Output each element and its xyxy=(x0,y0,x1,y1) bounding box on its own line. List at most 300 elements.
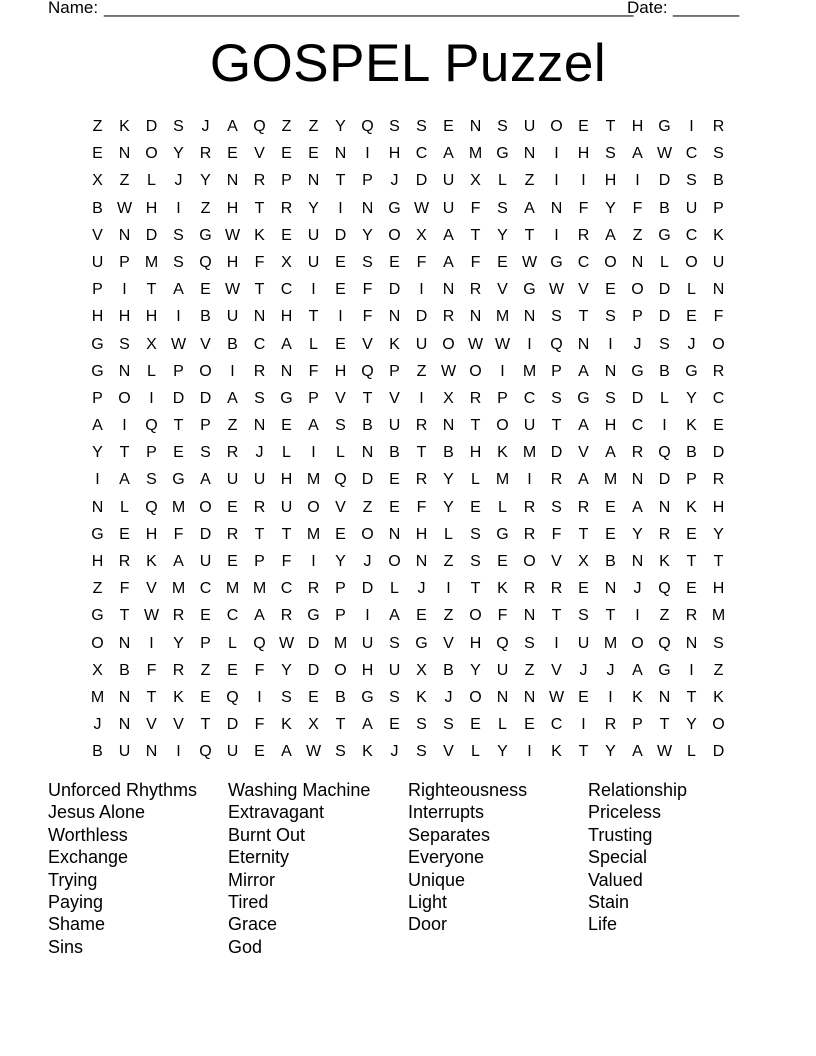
grid-letter: S xyxy=(686,172,697,190)
grid-letter: D xyxy=(226,716,239,734)
grid-letter: Y xyxy=(200,172,211,190)
grid-letter: C xyxy=(685,145,698,163)
grid-letter: K xyxy=(551,743,562,761)
grid-letter: N xyxy=(280,362,293,380)
grid-letter: Y xyxy=(470,661,481,679)
grid-letter: R xyxy=(550,471,563,489)
grid-letter: R xyxy=(712,471,725,489)
grid-letter: V xyxy=(146,716,157,734)
grid-letter: F xyxy=(497,607,508,625)
grid-letter: Y xyxy=(173,145,184,163)
grid-letter: X xyxy=(470,172,481,190)
grid-letter: Y xyxy=(605,199,616,217)
grid-letter: L xyxy=(660,389,669,407)
grid-letter: T xyxy=(173,417,184,435)
grid-letter: S xyxy=(200,444,211,462)
grid-letter: K xyxy=(389,335,400,353)
grid-letter: W xyxy=(440,362,457,380)
grid-letter: B xyxy=(119,661,130,679)
grid-letter: O xyxy=(496,417,509,435)
grid-letter: S xyxy=(173,226,184,244)
grid-letter: A xyxy=(524,199,535,217)
grid-letter: R xyxy=(469,281,482,299)
word-column xyxy=(408,779,588,936)
grid-letter: I xyxy=(338,199,343,217)
grid-letter: D xyxy=(334,226,347,244)
grid-letter: V xyxy=(578,281,589,299)
word-list-item: Righteousness xyxy=(408,780,528,800)
grid-letter: Y xyxy=(92,444,103,462)
grid-letter: N xyxy=(442,417,455,435)
grid-letter: L xyxy=(282,444,291,462)
grid-letter: B xyxy=(443,661,454,679)
grid-row xyxy=(84,548,732,575)
grid-letter: A xyxy=(254,607,265,625)
grid-letter: V xyxy=(443,743,454,761)
grid-letter: S xyxy=(173,118,184,135)
grid-letter: E xyxy=(605,281,616,299)
grid-letter: E xyxy=(335,281,346,299)
grid-letter: T xyxy=(119,444,130,462)
grid-row xyxy=(84,521,732,548)
grid-letter: E xyxy=(281,226,292,244)
grid-letter: H xyxy=(145,308,158,326)
grid-letter: G xyxy=(361,688,374,706)
grid-letter: I xyxy=(689,661,694,679)
grid-letter: A xyxy=(605,226,616,244)
grid-letter: I xyxy=(662,417,667,435)
grid-letter: C xyxy=(685,226,698,244)
grid-letter: V xyxy=(551,661,562,679)
grid-letter: H xyxy=(280,308,293,326)
grid-letter: N xyxy=(550,199,563,217)
grid-letter: G xyxy=(523,281,536,299)
grid-letter: W xyxy=(224,226,241,244)
grid-letter: W xyxy=(305,743,322,761)
grid-letter: V xyxy=(389,389,400,407)
grid-letter: P xyxy=(119,253,130,271)
grid-letter: T xyxy=(605,607,616,625)
grid-letter: C xyxy=(550,716,563,734)
grid-letter: T xyxy=(686,553,697,570)
grid-letter: B xyxy=(659,362,670,380)
grid-letter: Q xyxy=(658,634,671,652)
grid-letter: P xyxy=(281,172,292,190)
grid-letter: K xyxy=(497,444,508,462)
word-list-item: Mirror xyxy=(228,869,275,890)
grid-row xyxy=(84,385,732,412)
grid-letter: R xyxy=(415,471,428,489)
grid-letter: J xyxy=(93,716,102,734)
grid-letter: T xyxy=(254,525,265,543)
grid-letter: M xyxy=(495,471,510,489)
grid-letter: P xyxy=(200,634,211,652)
grid-letter: A xyxy=(632,661,643,679)
word-list xyxy=(48,779,768,969)
grid-letter: P xyxy=(308,389,319,407)
grid-letter: H xyxy=(334,362,347,380)
grid-letter: N xyxy=(631,253,644,271)
grid-letter: P xyxy=(146,444,157,462)
grid-letter: Y xyxy=(335,553,346,570)
grid-letter: J xyxy=(255,444,264,462)
grid-letter: T xyxy=(335,716,346,734)
grid-letter: S xyxy=(362,253,373,271)
grid-letter: G xyxy=(658,661,671,679)
word-list-item: Everyone xyxy=(408,847,485,868)
grid-letter: W xyxy=(143,607,160,625)
grid-letter: S xyxy=(659,335,670,353)
grid-letter: P xyxy=(335,607,346,625)
grid-letter: N xyxy=(118,634,131,652)
grid-letter: V xyxy=(92,226,103,244)
grid-letter: R xyxy=(280,607,293,625)
grid-letter: G xyxy=(415,634,428,652)
word-list-item: Jesus Alone xyxy=(48,802,146,823)
grid-letter: I xyxy=(608,688,613,706)
grid-letter: C xyxy=(523,389,536,407)
grid-letter: V xyxy=(146,580,157,598)
grid-row xyxy=(84,630,732,657)
grid-letter: E xyxy=(227,498,238,516)
grid-letter: M xyxy=(252,580,267,598)
grid-letter: I xyxy=(419,281,424,299)
grid-letter: D xyxy=(658,471,671,489)
grid-letter: V xyxy=(551,553,562,570)
grid-letter: E xyxy=(389,471,400,489)
grid-letter: R xyxy=(577,226,590,244)
grid-letter: R xyxy=(604,716,617,734)
grid-letter: B xyxy=(92,743,103,761)
grid-letter: F xyxy=(362,308,373,326)
grid-letter: I xyxy=(527,471,532,489)
grid-letter: Q xyxy=(226,688,239,706)
grid-letter: K xyxy=(686,417,697,435)
grid-letter: E xyxy=(335,253,346,271)
letter-grid xyxy=(84,113,732,766)
grid-letter: N xyxy=(523,145,536,163)
grid-letter: F xyxy=(254,716,265,734)
grid-letter: N xyxy=(118,226,131,244)
grid-letter: S xyxy=(389,118,400,135)
grid-letter: O xyxy=(334,661,347,679)
grid-letter: E xyxy=(227,553,238,570)
grid-letter: F xyxy=(416,498,427,516)
grid-letter: N xyxy=(442,281,455,299)
grid-letter: D xyxy=(658,308,671,326)
grid-letter: S xyxy=(443,716,454,734)
grid-letter: X xyxy=(92,172,103,190)
word-list-item: Valued xyxy=(588,869,643,890)
grid-letter: R xyxy=(199,145,212,163)
word-list-item: Exchange xyxy=(48,847,129,868)
grid-letter: H xyxy=(577,145,590,163)
grid-letter: C xyxy=(631,417,644,435)
grid-letter: P xyxy=(632,716,643,734)
grid-letter: N xyxy=(118,145,131,163)
grid-letter: W xyxy=(548,688,565,706)
grid-letter: M xyxy=(522,362,537,380)
grid-letter: U xyxy=(577,634,590,652)
grid-letter: R xyxy=(550,580,563,598)
grid-letter: N xyxy=(658,688,671,706)
grid-letter: O xyxy=(712,716,725,734)
grid-letter: I xyxy=(635,607,640,625)
grid-letter: I xyxy=(338,308,343,326)
grid-letter: A xyxy=(92,417,103,435)
grid-letter: S xyxy=(551,498,562,516)
grid-letter: A xyxy=(308,417,319,435)
grid-letter: D xyxy=(145,226,158,244)
grid-letter: O xyxy=(631,281,644,299)
grid-letter: X xyxy=(281,253,292,271)
word-list-item: Light xyxy=(408,892,448,913)
grid-letter: E xyxy=(443,118,454,135)
grid-letter: T xyxy=(578,525,589,543)
grid-letter: W xyxy=(548,281,565,299)
grid-letter: R xyxy=(712,362,725,380)
grid-letter: U xyxy=(415,335,428,353)
grid-letter: Z xyxy=(524,661,535,679)
grid-letter: L xyxy=(660,253,669,271)
grid-letter: G xyxy=(91,335,104,353)
grid-letter: R xyxy=(172,661,185,679)
grid-letter: I xyxy=(581,716,586,734)
grid-letter: D xyxy=(388,281,401,299)
grid-letter: O xyxy=(388,553,401,570)
grid-letter: U xyxy=(361,634,374,652)
grid-letter: W xyxy=(170,335,187,353)
grid-letter: I xyxy=(581,172,586,190)
grid-letter: Z xyxy=(524,172,535,190)
grid-letter: G xyxy=(91,607,104,625)
grid-letter: J xyxy=(390,743,399,761)
grid-letter: V xyxy=(443,634,454,652)
grid-letter: S xyxy=(389,688,400,706)
grid-letter: R xyxy=(226,525,239,543)
grid-letter: P xyxy=(632,308,643,326)
name-blank: ________________________________________________________ xyxy=(104,0,634,17)
grid-letter: J xyxy=(606,661,615,679)
grid-letter: G xyxy=(199,226,212,244)
grid-letter: S xyxy=(146,471,157,489)
grid-letter: S xyxy=(173,253,184,271)
grid-letter: G xyxy=(496,525,509,543)
word-list-item: Door xyxy=(408,914,448,935)
grid-letter: L xyxy=(336,444,345,462)
grid-letter: H xyxy=(226,253,239,271)
grid-letter: H xyxy=(361,661,374,679)
word-list-item: Interrupts xyxy=(408,802,485,823)
word-list-item: Washing Machine xyxy=(228,780,371,800)
grid-letter: O xyxy=(442,335,455,353)
grid-letter: S xyxy=(335,417,346,435)
grid-letter: T xyxy=(308,308,319,326)
grid-letter: R xyxy=(253,172,266,190)
grid-letter: Q xyxy=(334,471,347,489)
grid-letter: H xyxy=(604,417,617,435)
grid-letter: R xyxy=(523,498,536,516)
grid-letter: Q xyxy=(253,118,266,135)
grid-letter: N xyxy=(118,362,131,380)
grid-letter: M xyxy=(468,145,483,163)
grid-letter: B xyxy=(659,199,670,217)
grid-letter: D xyxy=(631,389,644,407)
grid-letter: U xyxy=(118,743,131,761)
grid-letter: R xyxy=(685,607,698,625)
grid-letter: T xyxy=(713,553,724,570)
grid-letter: S xyxy=(713,145,724,163)
grid-letter: D xyxy=(712,743,725,761)
grid-letter: N xyxy=(658,498,671,516)
grid-letter: O xyxy=(523,553,536,570)
grid-letter: U xyxy=(712,253,725,271)
grid-letter: S xyxy=(605,308,616,326)
word-list-item: Paying xyxy=(48,892,104,913)
grid-letter: E xyxy=(254,743,265,761)
grid-letter: O xyxy=(631,634,644,652)
grid-letter: Y xyxy=(686,389,697,407)
grid-letter: Q xyxy=(199,253,212,271)
grid-letter: O xyxy=(469,362,482,380)
grid-letter: D xyxy=(199,389,212,407)
grid-letter: A xyxy=(227,118,238,135)
grid-letter: U xyxy=(496,661,509,679)
grid-letter: O xyxy=(550,118,563,135)
grid-letter: F xyxy=(470,253,481,271)
grid-letter: X xyxy=(416,661,427,679)
grid-letter: J xyxy=(201,118,210,135)
grid-letter: J xyxy=(687,335,696,353)
grid-letter: Q xyxy=(145,498,158,516)
grid-letter: H xyxy=(91,308,104,326)
grid-letter: T xyxy=(254,281,265,299)
grid-letter: O xyxy=(361,525,374,543)
grid-letter: P xyxy=(173,362,184,380)
grid-letter: N xyxy=(118,716,131,734)
grid-letter: D xyxy=(415,308,428,326)
grid-letter: E xyxy=(686,308,697,326)
grid-letter: G xyxy=(658,118,671,135)
grid-letter: I xyxy=(95,471,100,489)
grid-letter: D xyxy=(361,580,374,598)
grid-letter: G xyxy=(631,362,644,380)
grid-letter: J xyxy=(633,580,642,598)
grid-letter: L xyxy=(498,498,507,516)
grid-letter: J xyxy=(444,688,453,706)
grid-letter: K xyxy=(713,688,724,706)
grid-letter: H xyxy=(145,525,158,543)
grid-letter: B xyxy=(335,688,346,706)
grid-letter: A xyxy=(362,716,373,734)
grid-letter: M xyxy=(90,688,105,706)
grid-letter: H xyxy=(631,118,644,135)
grid-letter: V xyxy=(335,498,346,516)
grid-letter: N xyxy=(469,308,482,326)
grid-letter: E xyxy=(92,145,103,163)
grid-letter: E xyxy=(200,688,211,706)
grid-letter: I xyxy=(176,308,181,326)
grid-letter: E xyxy=(578,580,589,598)
grid-letter: E xyxy=(524,716,535,734)
grid-letter: D xyxy=(199,525,212,543)
grid-letter: I xyxy=(230,362,235,380)
grid-letter: E xyxy=(686,525,697,543)
grid-letter: K xyxy=(362,743,373,761)
grid-letter: R xyxy=(253,362,266,380)
grid-letter: H xyxy=(118,308,131,326)
grid-letter: K xyxy=(686,498,697,516)
grid-letter: B xyxy=(362,417,373,435)
grid-letter: N xyxy=(388,308,401,326)
grid-letter: E xyxy=(335,525,346,543)
grid-row xyxy=(84,412,732,439)
grid-letter: H xyxy=(226,199,239,217)
grid-letter: N xyxy=(496,688,509,706)
grid-letter: A xyxy=(173,553,184,570)
grid-letter: E xyxy=(713,417,724,435)
grid-letter: K xyxy=(281,716,292,734)
grid-letter: P xyxy=(551,362,562,380)
grid-letter: O xyxy=(388,226,401,244)
grid-letter: Z xyxy=(362,498,373,516)
grid-letter: U xyxy=(226,308,239,326)
grid-letter: V xyxy=(200,335,211,353)
grid-letter: R xyxy=(523,580,536,598)
grid-letter: Z xyxy=(227,417,238,435)
grid-letter: Q xyxy=(658,444,671,462)
grid-row xyxy=(84,466,732,493)
grid-letter: K xyxy=(659,553,670,570)
grid-letter: I xyxy=(122,417,127,435)
grid-letter: M xyxy=(603,634,618,652)
grid-letter: S xyxy=(713,634,724,652)
grid-letter: N xyxy=(604,362,617,380)
grid-letter: N xyxy=(631,471,644,489)
grid-letter: I xyxy=(311,444,316,462)
word-list-item: Separates xyxy=(408,824,491,845)
grid-letter: G xyxy=(388,199,401,217)
grid-letter: Q xyxy=(550,335,563,353)
word-list-item: Life xyxy=(588,914,618,935)
grid-letter: I xyxy=(554,145,559,163)
grid-letter: F xyxy=(173,525,184,543)
grid-letter: E xyxy=(578,118,589,135)
grid-letter: U xyxy=(307,226,320,244)
grid-letter: U xyxy=(388,417,401,435)
word-list-item: Worthless xyxy=(48,824,128,845)
grid-letter: M xyxy=(225,580,240,598)
grid-letter: H xyxy=(145,199,158,217)
grid-letter: Z xyxy=(416,362,427,380)
grid-letter: X xyxy=(92,661,103,679)
grid-letter: W xyxy=(413,199,430,217)
grid-letter: G xyxy=(496,145,509,163)
grid-letter: W xyxy=(521,253,538,271)
grid-letter: H xyxy=(415,525,428,543)
grid-letter: E xyxy=(605,525,616,543)
grid-letter: R xyxy=(280,199,293,217)
word-list-item: Grace xyxy=(228,914,278,935)
grid-letter: X xyxy=(416,226,427,244)
grid-letter: N xyxy=(307,172,320,190)
grid-letter: P xyxy=(92,281,103,299)
grid-letter: D xyxy=(361,471,374,489)
grid-letter: F xyxy=(146,661,157,679)
grid-letter: A xyxy=(605,444,616,462)
grid-letter: T xyxy=(551,607,562,625)
grid-letter: L xyxy=(120,498,129,516)
